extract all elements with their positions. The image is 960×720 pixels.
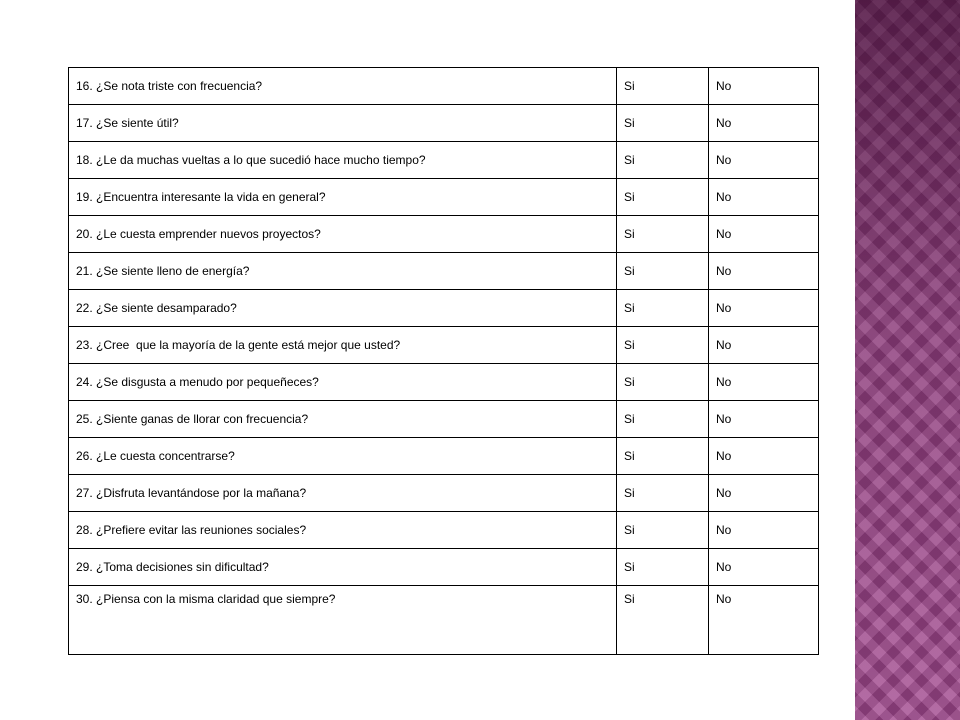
question-text: 19. ¿Encuentra interesante la vida en general?: [69, 179, 617, 216]
answer-si: Si: [617, 179, 709, 216]
question-text: 26. ¿Le cuesta concentrarse?: [69, 438, 617, 475]
answer-no: No: [709, 179, 819, 216]
question-text: 28. ¿Prefiere evitar las reuniones sociales?: [69, 512, 617, 549]
question-text: 29. ¿Toma decisiones sin dificultad?: [69, 549, 617, 586]
table-row: [69, 438, 819, 475]
answer-si: Si: [617, 68, 709, 105]
answer-no: No: [709, 253, 819, 290]
answer-si: Si: [617, 216, 709, 253]
decorative-side-panel: [855, 0, 960, 720]
table-row: [69, 327, 819, 364]
answer-si: Si: [617, 290, 709, 327]
answer-no: No: [709, 401, 819, 438]
table-row: [69, 364, 819, 401]
answer-no: No: [709, 68, 819, 105]
answer-si: Si: [617, 438, 709, 475]
table-row: [69, 290, 819, 327]
question-text: 17. ¿Se siente útil?: [69, 105, 617, 142]
questionnaire-body: [69, 68, 819, 655]
questionnaire-table: [68, 67, 819, 655]
question-text: 24. ¿Se disgusta a menudo por pequeñeces?: [69, 364, 617, 401]
table-row: [69, 253, 819, 290]
answer-no: No: [709, 105, 819, 142]
answer-no: No: [709, 586, 819, 655]
table-row: [69, 586, 819, 655]
answer-si: Si: [617, 512, 709, 549]
question-text: 18. ¿Le da muchas vueltas a lo que sucedió hace mucho tiempo?: [69, 142, 617, 179]
answer-no: No: [709, 290, 819, 327]
answer-si: Si: [617, 327, 709, 364]
table-row: [69, 216, 819, 253]
answer-no: No: [709, 438, 819, 475]
answer-no: No: [709, 142, 819, 179]
question-text: 21. ¿Se siente lleno de energía?: [69, 253, 617, 290]
table-row: [69, 179, 819, 216]
answer-si: Si: [617, 142, 709, 179]
answer-no: No: [709, 475, 819, 512]
question-text: 22. ¿Se siente desamparado?: [69, 290, 617, 327]
answer-no: No: [709, 216, 819, 253]
question-text: 30. ¿Piensa con la misma claridad que siempre?: [69, 586, 617, 655]
answer-si: Si: [617, 586, 709, 655]
answer-si: Si: [617, 549, 709, 586]
question-text: 25. ¿Siente ganas de llorar con frecuencia?: [69, 401, 617, 438]
answer-si: Si: [617, 253, 709, 290]
table-row: [69, 105, 819, 142]
answer-no: No: [709, 549, 819, 586]
answer-si: Si: [617, 105, 709, 142]
question-text: 16. ¿Se nota triste con frecuencia?: [69, 68, 617, 105]
answer-si: Si: [617, 364, 709, 401]
answer-si: Si: [617, 401, 709, 438]
question-text: 27. ¿Disfruta levantándose por la mañana?: [69, 475, 617, 512]
answer-no: No: [709, 327, 819, 364]
table-row: [69, 142, 819, 179]
question-text: 23. ¿Cree que la mayoría de la gente está mejor que usted?: [69, 327, 617, 364]
table-row: [69, 512, 819, 549]
answer-si: Si: [617, 475, 709, 512]
table-row: [69, 549, 819, 586]
answer-no: No: [709, 364, 819, 401]
table-row: [69, 401, 819, 438]
table-row: [69, 68, 819, 105]
table-row: [69, 475, 819, 512]
question-text: 20. ¿Le cuesta emprender nuevos proyectos?: [69, 216, 617, 253]
answer-no: No: [709, 512, 819, 549]
